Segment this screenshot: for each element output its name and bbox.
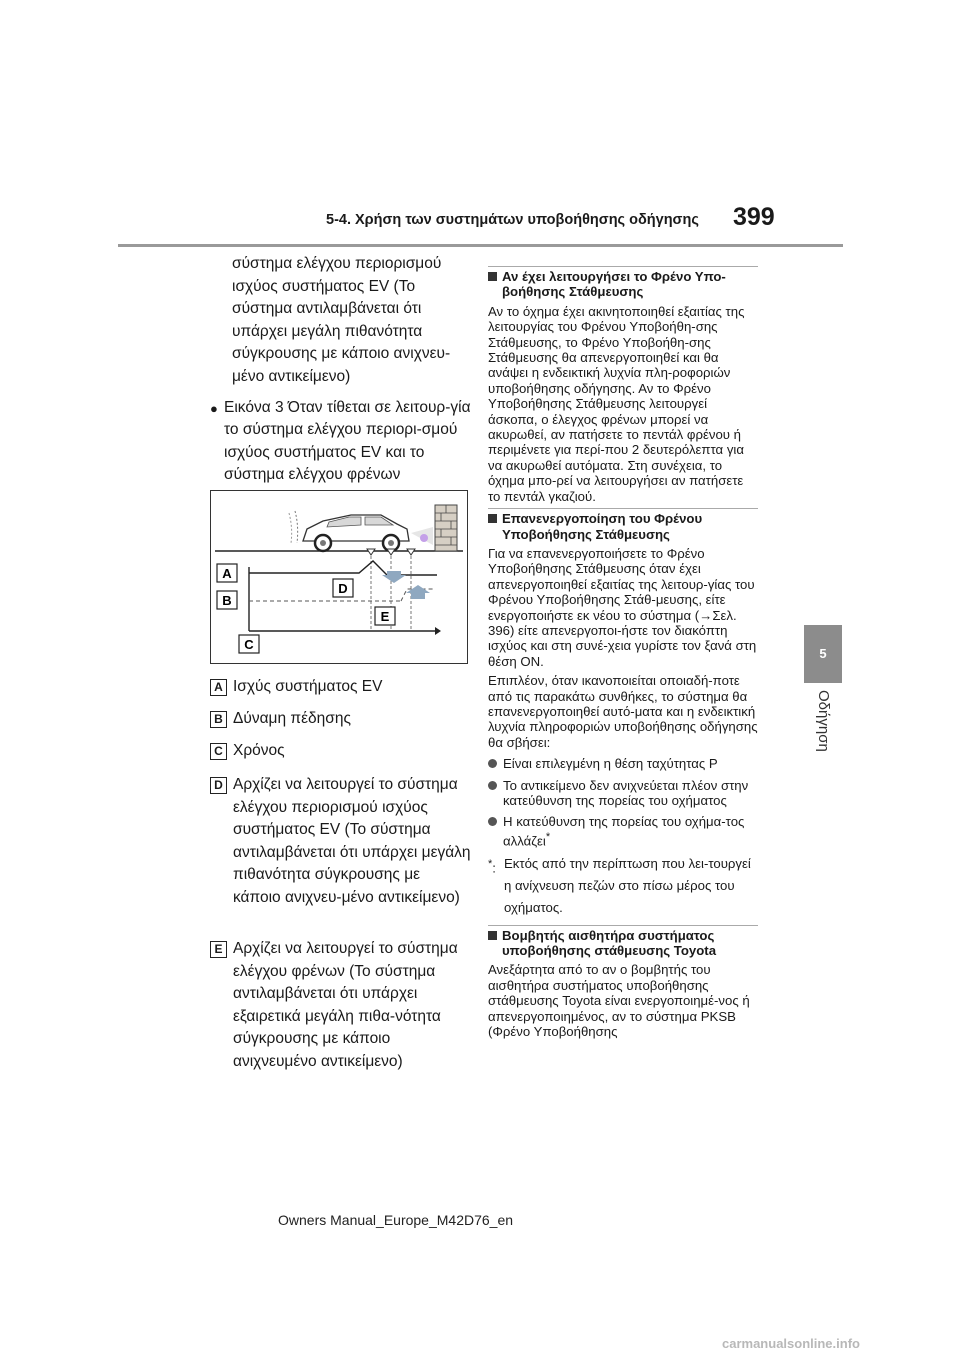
paragraph: Επιπλέον, όταν ικανοποιείται οποιαδή-ποτε από τις παρακάτω συνθήκες, το σύστημα θα επανενεργοποιηθεί αυτό-ματα και η ενδεικτική λυχνία πληροφοριών υποβοήθησης οδήγησης θα σβήσει: xyxy=(488,673,758,750)
dot-bullet-icon xyxy=(488,759,497,768)
legend-item-b xyxy=(210,708,472,731)
section-heading-text: Βομβητής αισθητήρα συστήματος υποβοήθησης στάθμευσης Toyota xyxy=(502,927,717,959)
chapter-label: Οδήγηση xyxy=(815,690,832,752)
legend-item-e xyxy=(210,938,472,1074)
figure-bullet-text: Εικόνα 3 Όταν τίθεται σε λειτουρ-γία το σύστημα ελέγχου περιορι-σμού ισχύος συστήματος EV και το σύστημα ελέγχου φρένων xyxy=(224,398,471,484)
section-heading-buzzer xyxy=(488,925,758,959)
parking-brake-diagram xyxy=(210,490,468,664)
system-power-line xyxy=(249,561,437,575)
list-item: Είναι επιλεγμένη η θέση ταχύτητας P xyxy=(488,756,758,771)
legend-text: Αρχίζει να λειτουργεί το σύστημα ελέγχου περιορισμού ισχύος συστήματος EV (Το σύστημα αντιλαμβάνεται ότι υπάρχει μεγάλη πιθανότητα σύγκρουσης με κάποιο ανιχνευ-μένο αντικείμενο) xyxy=(233,776,471,906)
diagram-svg xyxy=(211,491,467,663)
right-column xyxy=(488,266,758,1043)
car-illustration xyxy=(289,511,409,551)
legend-key: B xyxy=(210,711,227,728)
fig-label-c: C xyxy=(244,637,254,652)
legend-key: A xyxy=(210,679,227,696)
section-title: 5-4. Χρήση των συστημάτων υποβοήθησης οδήγησης xyxy=(326,212,699,228)
figure-bullet xyxy=(210,397,472,487)
continued-paragraph: σύστημα ελέγχου περιορισμού ισχύος συστήματος EV (Το σύστημα αντιλαμβάνεται ότι υπάρχει μεγάλη πιθανότητα σύγκρουσης με κάποιο ανιχνευ-μένο αντικείμενο) xyxy=(232,255,451,385)
sensor-point xyxy=(420,534,428,542)
dot-bullet-icon xyxy=(488,817,497,826)
paragraph: Ανεξάρτητα από το αν ο βομβητής του αισθητήρα συστήματος υποβοήθησης στάθμευσης Toyota είναι ενεργοποιημέ-νος ή απενεργοποιημένος, αν το σύστημα PKSB (Φρένο Υποβοήθησης xyxy=(488,962,750,1040)
fig-label-a: A xyxy=(222,566,232,581)
footnote: *: Εκτός από την περίπτωση που λει-τουργεί η ανίχνευση πεζών στο πίσω μέρος του οχήματος. xyxy=(488,855,751,915)
dot-bullet-icon xyxy=(488,781,497,790)
list-item: Το αντικείμενο δεν ανιχνεύεται πλέον στην κατεύθυνση της πορείας του οχήματος xyxy=(488,778,758,809)
legend-key: D xyxy=(210,777,227,794)
legend-key: E xyxy=(210,941,227,958)
watermark: carmanualsonline.info xyxy=(722,1336,860,1351)
legend-item-a xyxy=(210,676,472,699)
legend-text: Αρχίζει να λειτουργεί το σύστημα ελέγχου φρένων (Το σύστημα αντιλαμβάνεται ότι υπάρχει εξαιρετικά μεγάλη πιθα-νότητα σύγκρουσης με κάποιο ανιχνευμένο αντικείμενο) xyxy=(233,940,458,1070)
paragraph: Αν το όχημα έχει ακινητοποιηθεί εξαιτίας της λειτουργίας του Φρένου Υποβοήθη-σης Στάθμευσης, το Φρένο Υποβοήθη-σης Στάθμευσης θα απενεργοποιηθεί και θα ανάψει η ενδεικτική λυχνία πλη-ροφοριών υποβοήθησης οδήγησης. Αν το Φρένο Υποβοήθησης Στάθμευσης λειτουργεί άσκοπα, ο έλεγχος φρένων μπορεί να ακυρωθεί, αν πατήσετε το πεντάλ φρένου ή περιμένετε για περί-που 2 δευτερόλεπτα για να ακυρωθεί αυτόματα. Στη συνέχεια, το όχημα μπο-ρεί να λειτουργήσει αν πατήσετε το πεντάλ γκαζιού. xyxy=(488,303,745,504)
paragraph: Για να επανενεργοποιήσετε το Φρένο Υποβοήθησης Στάθμευσης όταν έχει απενεργοποιηθεί εξαιτίας της λειτουρ-γίας του Φρένου Υποβοήθησης Στάθ-μευσης, είτε ενεργοποιήστε εκ νέου το σύστημα (→Σελ. 396) είτε απενεργοποι-ήστε τον διακόπτη ισχύος και στη συνέ-χεια γυρίστε τον ξανά στη θέση ON. xyxy=(488,545,757,669)
footer-text: Owners Manual_Europe_M42D76_en xyxy=(278,1212,514,1228)
fig-label-e: E xyxy=(380,609,390,624)
legend-item-c xyxy=(210,740,472,763)
legend-text: Χρόνος xyxy=(233,742,285,759)
bullet-dot-icon: ● xyxy=(210,400,218,416)
square-bullet-icon xyxy=(488,514,497,523)
up-arrow-icon xyxy=(406,585,430,599)
legend-item-d xyxy=(210,774,472,910)
brick-wall xyxy=(435,505,457,551)
footnote-marker: * xyxy=(545,830,551,843)
page-number: 399 xyxy=(733,203,775,231)
chapter-tab[interactable]: 5 xyxy=(804,625,842,683)
legend-text: Δύναμη πέδησης xyxy=(233,710,351,727)
left-column xyxy=(210,253,472,487)
fig-label-d: D xyxy=(338,581,348,596)
legend-key: C xyxy=(210,743,227,760)
fig-label-b: B xyxy=(222,593,232,608)
section-heading-reactivation xyxy=(488,508,758,542)
section-heading-text: Επανενεργοποίηση του Φρένου Υποβοήθησης Στάθμευσης xyxy=(502,511,703,542)
section-heading-assist-brake xyxy=(488,266,758,300)
list-item: Η κατεύθυνση της πορείας του οχήμα-τος αλλάζει* xyxy=(488,814,758,848)
legend-text: Ισχύς συστήματος EV xyxy=(233,678,383,695)
square-bullet-icon xyxy=(488,931,497,940)
square-bullet-icon xyxy=(488,272,497,281)
header-divider xyxy=(118,244,843,247)
section-heading-text: Αν έχει λειτουργήσει το Φρένο Υπο-βοήθησης Στάθμευσης xyxy=(502,269,726,300)
